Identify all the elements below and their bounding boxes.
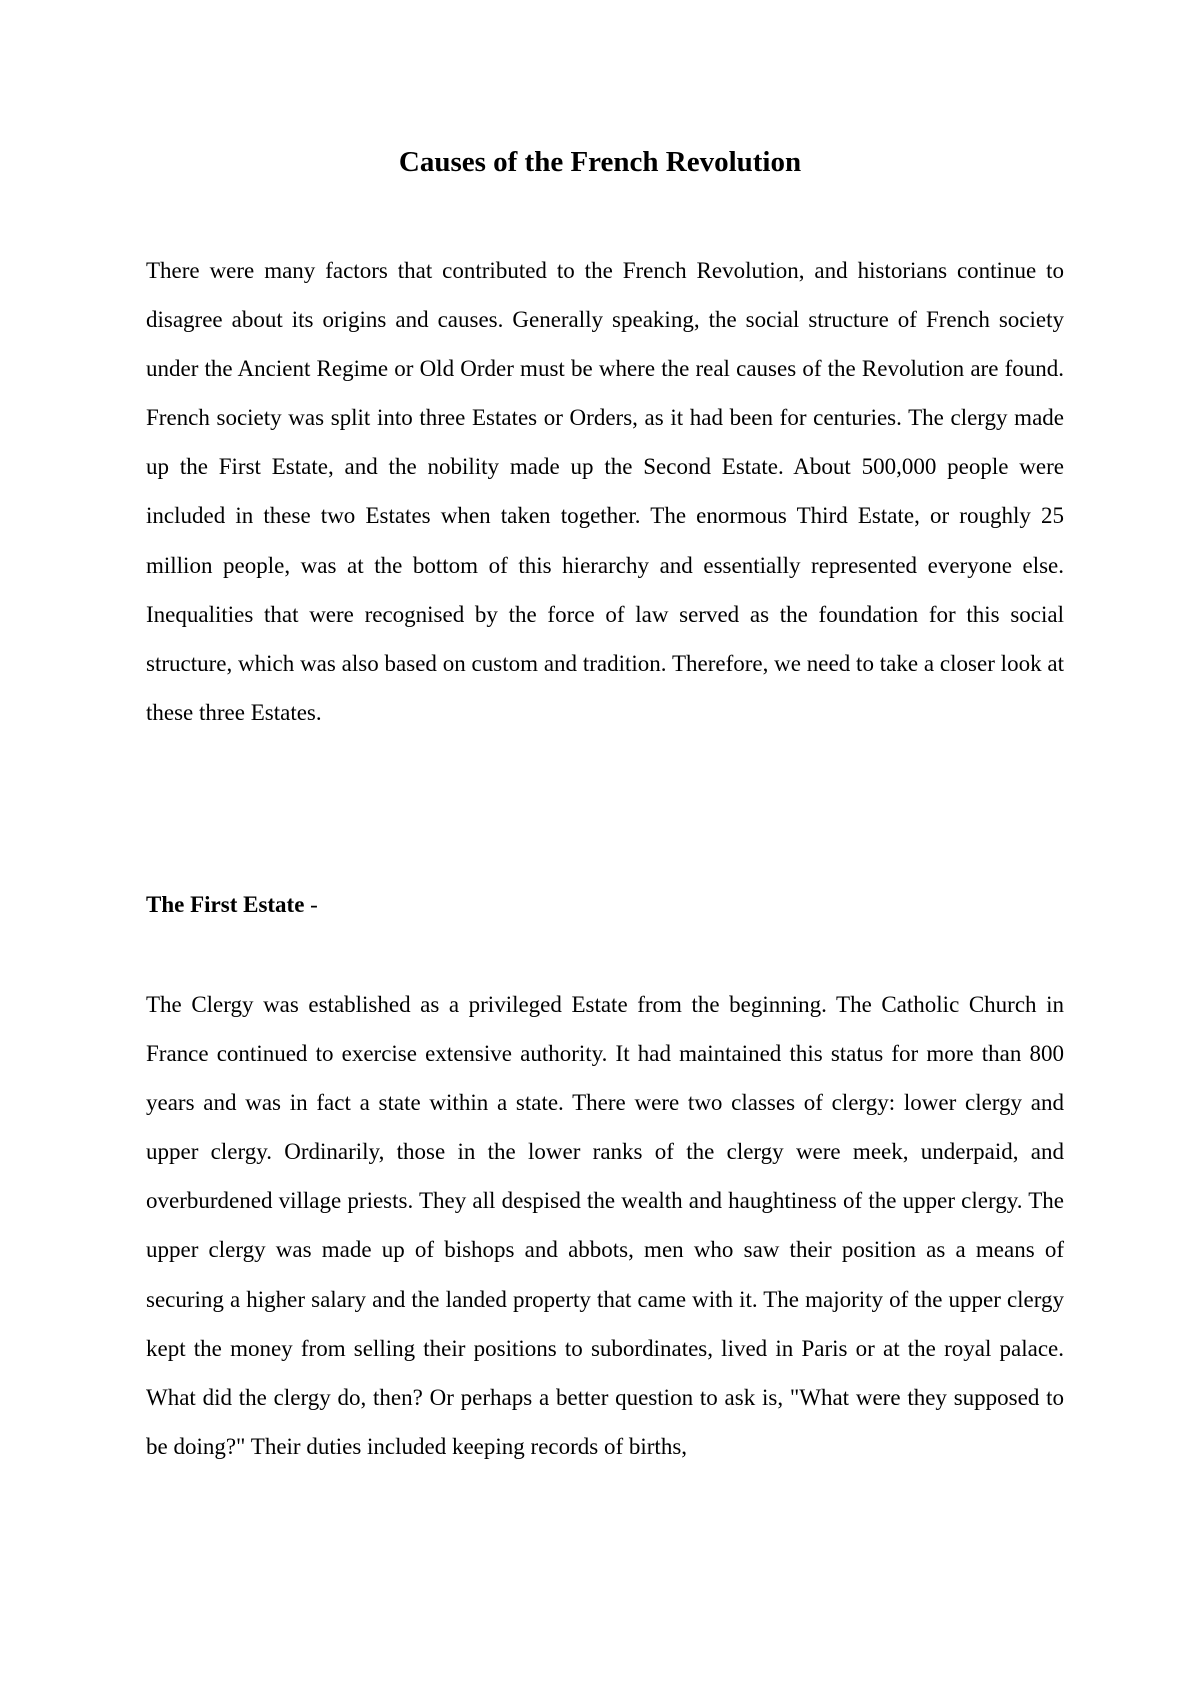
section-heading-first-estate [146,880,318,929]
first-estate-paragraph: The Clergy was established as a privileged Estate from the beginning. The Catholic Church in France continued to exercise extensive authority. It had maintained this status for more than 800 years and was in fact a state within a state. There were two classes of clergy: lower clergy and upper clergy. Ordinarily, those in the lower ranks of the clergy were meek, underpaid, and overburdened village priests. They all despised the wealth and haughtiness of the upper clergy. The upper clergy was made up of bishops and abbots, men who saw their position as a means of securing a higher salary and the landed property that came with it. The majority of the upper clergy kept the money from selling their positions to subordinates, lived in Paris or at the royal palace. What did the clergy do, then? Or perhaps a better question to ask is, "What were they supposed to be doing?" Their duties included keeping records of births, [146,992,1064,1459]
document-title: Causes of the French Revolution [398,146,802,178]
section-heading-text: The First Estate [146,892,305,917]
section-heading-dash: - [304,892,318,917]
intro-paragraph: There were many factors that contributed to the French Revolution, and historians continue to disagree about its origins and causes. Generally speaking, the social structure of French society under the Ancient Regime or Old Order must be where the real causes of the Revolution are found. French society was split into three Estates or Orders, as it had been for centuries. The clergy made up the First Estate, and the nobility made up the Second Estate. About 500,000 people were included in these two Estates when taken together. The enormous Third Estate, or roughly 25 million people, was at the bottom of this hierarchy and essentially represented everyone else. Inequalities that were recognised by the force of law served as the foundation for this social structure, which was also based on custom and tradition. Therefore, we need to take a closer look at these three Estates. [146,258,1064,725]
